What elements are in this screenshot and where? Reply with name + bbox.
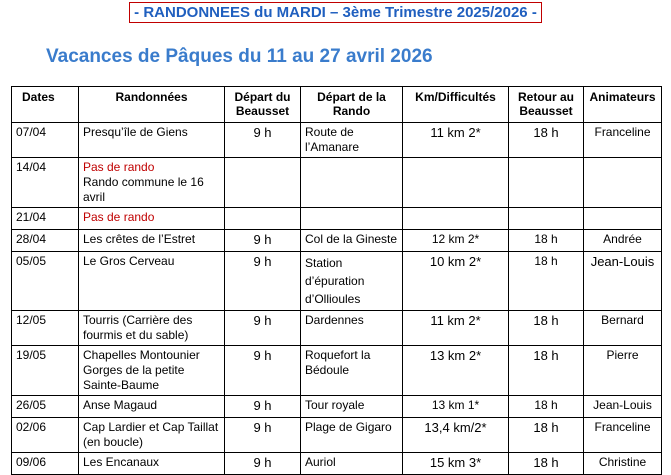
- table-row: [12, 418, 662, 453]
- table-row: [12, 230, 662, 252]
- rando-note: Rando commune le 16 avril: [83, 175, 204, 204]
- cell-retour: [509, 158, 584, 208]
- cell-depart-rando: Plage de Gigaro: [301, 418, 403, 453]
- cell-km: 10 km 2*: [403, 252, 509, 311]
- no-rando-note: Pas de rando: [83, 160, 155, 174]
- cell-retour: 18 h: [509, 252, 584, 311]
- cell-rando: [79, 208, 225, 230]
- table-row: [12, 396, 662, 418]
- cell-date: 09/06: [12, 453, 79, 475]
- cell-depart-rando: Roquefort la Bédoule: [301, 346, 403, 396]
- table-row: [12, 453, 662, 475]
- header-km: Km/Difficultés: [403, 87, 509, 123]
- cell-rando: Presqu’île de Giens: [79, 123, 225, 158]
- holiday-subtitle: Vacances de Pâques du 11 au 27 avril 2026: [46, 46, 433, 67]
- cell-animateur: [584, 208, 662, 230]
- cell-retour: 18 h: [509, 230, 584, 252]
- cell-rando: [79, 158, 225, 208]
- cell-km: 11 km 2*: [403, 311, 509, 346]
- table-row: [12, 346, 662, 396]
- header-dates: Dates: [12, 87, 79, 123]
- cell-depart-rando: Auriol: [301, 453, 403, 475]
- cell-depart-rando: Tour royale: [301, 396, 403, 418]
- header-depart-beausset: Départ du Beausset: [225, 87, 301, 123]
- cell-rando: Les crêtes de l’Estret: [79, 230, 225, 252]
- cell-km: 12 km 2*: [403, 230, 509, 252]
- cell-animateur: Franceline: [584, 418, 662, 453]
- cell-depart-beausset: 9 h: [225, 418, 301, 453]
- cell-depart-rando: [301, 208, 403, 230]
- cell-depart-beausset: 9 h: [225, 396, 301, 418]
- header-animateurs: Animateurs: [584, 87, 662, 123]
- cell-animateur: Andrée: [584, 230, 662, 252]
- rando-line-2: Gorges de la petite Sainte-Baume: [83, 363, 185, 392]
- cell-km: 15 km 3*: [403, 453, 509, 475]
- cell-rando: [79, 346, 225, 396]
- cell-km: 13 km 1*: [403, 396, 509, 418]
- cell-km: 13 km 2*: [403, 346, 509, 396]
- cell-date: 02/06: [12, 418, 79, 453]
- cell-date: 05/05: [12, 252, 79, 311]
- header-retour: Retour au Beausset: [509, 87, 584, 123]
- cell-depart-beausset: 9 h: [225, 453, 301, 475]
- cell-depart-beausset: [225, 158, 301, 208]
- header-randonnees: Randonnées: [79, 87, 225, 123]
- cell-km: 13,4 km/2*: [403, 418, 509, 453]
- cell-animateur: Bernard: [584, 311, 662, 346]
- cell-date: 07/04: [12, 123, 79, 158]
- no-rando-note: Pas de rando: [83, 210, 155, 224]
- schedule-table: [11, 86, 662, 475]
- cell-km: [403, 208, 509, 230]
- cell-retour: 18 h: [509, 311, 584, 346]
- cell-retour: 18 h: [509, 418, 584, 453]
- cell-retour: 18 h: [509, 453, 584, 475]
- cell-rando: Le Gros Cerveau: [79, 252, 225, 311]
- cell-depart-rando: Route de l’Amanare: [301, 123, 403, 158]
- table-row: [12, 252, 662, 311]
- cell-animateur: Christine: [584, 453, 662, 475]
- cell-rando: Cap Lardier et Cap Taillat (en boucle): [79, 418, 225, 453]
- cell-depart-beausset: 9 h: [225, 123, 301, 158]
- cell-date: 12/05: [12, 311, 79, 346]
- cell-retour: 18 h: [509, 123, 584, 158]
- cell-date: 19/05: [12, 346, 79, 396]
- rando-line-1: Chapelles Montounier: [83, 348, 200, 362]
- cell-animateur: Pierre: [584, 346, 662, 396]
- cell-date: 28/04: [12, 230, 79, 252]
- cell-depart-beausset: 9 h: [225, 252, 301, 311]
- cell-depart-rando: Dardennes: [301, 311, 403, 346]
- cell-date: 21/04: [12, 208, 79, 230]
- table-row: [12, 208, 662, 230]
- cell-date: 14/04: [12, 158, 79, 208]
- table-row: [12, 123, 662, 158]
- cell-retour: [509, 208, 584, 230]
- cell-depart-rando: Col de la Gineste: [301, 230, 403, 252]
- cell-animateur: Jean-Louis: [584, 252, 662, 311]
- cell-depart-rando: Station d’épuration d’Ollioules: [301, 252, 403, 311]
- document-header: [0, 2, 671, 23]
- header-depart-rando: Départ de la Rando: [301, 87, 403, 123]
- cell-animateur: Jean-Louis: [584, 396, 662, 418]
- document-title: - RANDONNEES du MARDI – 3ème Trimestre 2025/2026 -: [129, 2, 542, 23]
- cell-animateur: Franceline: [584, 123, 662, 158]
- table-row: [12, 158, 662, 208]
- cell-depart-beausset: 9 h: [225, 230, 301, 252]
- cell-depart-beausset: 9 h: [225, 311, 301, 346]
- cell-retour: 18 h: [509, 346, 584, 396]
- cell-km: 11 km 2*: [403, 123, 509, 158]
- cell-date: 26/05: [12, 396, 79, 418]
- cell-depart-beausset: 9 h: [225, 346, 301, 396]
- cell-depart-beausset: [225, 208, 301, 230]
- table-row: [12, 311, 662, 346]
- cell-depart-rando: [301, 158, 403, 208]
- table-header-row: [12, 87, 662, 123]
- cell-km: [403, 158, 509, 208]
- cell-retour: 18 h: [509, 396, 584, 418]
- cell-rando: Les Encanaux: [79, 453, 225, 475]
- cell-rando: Anse Magaud: [79, 396, 225, 418]
- cell-animateur: [584, 158, 662, 208]
- cell-rando: Tourris (Carrière des fourmis et du sable): [79, 311, 225, 346]
